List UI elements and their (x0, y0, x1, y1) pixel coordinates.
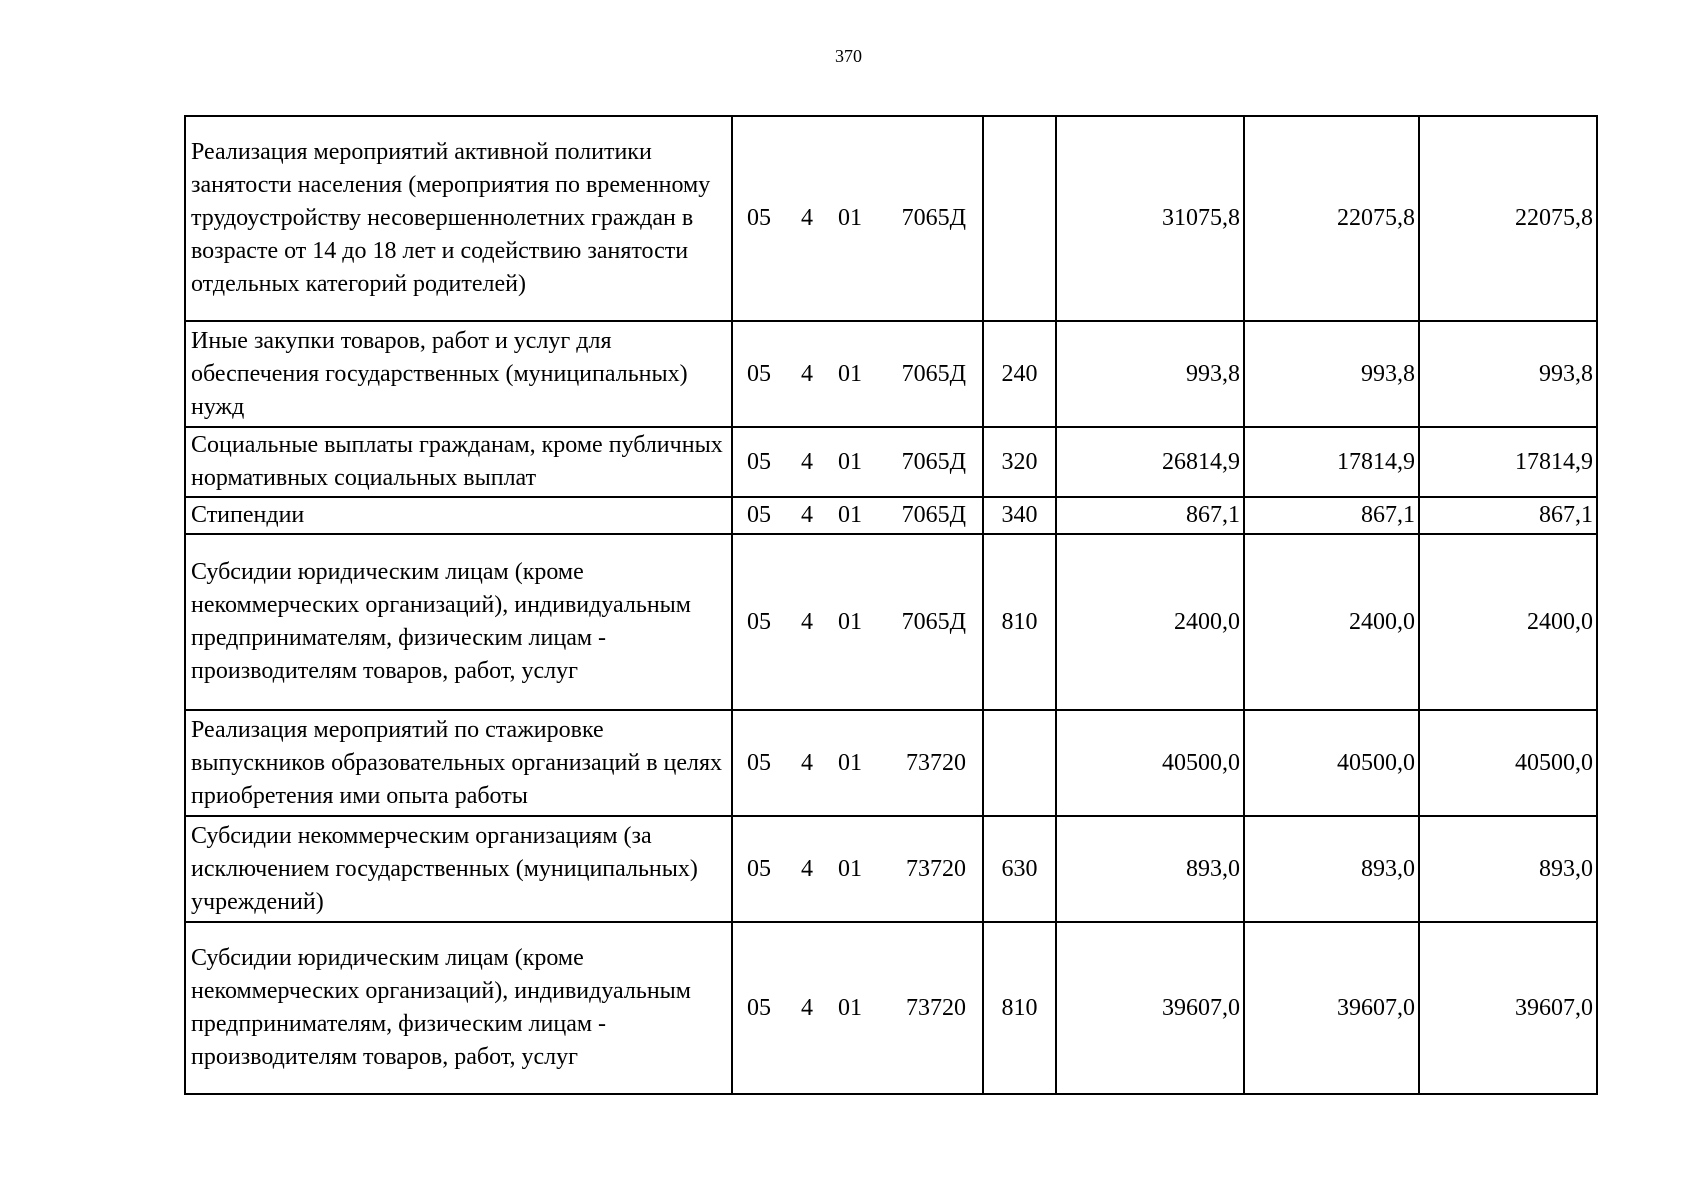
subprogram-code: 4 (801, 502, 813, 528)
row-name-cell: Субсидии юридическим лицам (кроме некоммерческих организаций), индивидуальным предпринимателям, физическим лицам - производителям товаров, работ, услуг (185, 534, 732, 710)
expense-type-cell (983, 116, 1056, 321)
expense-type-cell: 320 (983, 427, 1056, 497)
direction-code: 73720 (906, 855, 966, 882)
expense-type-cell: 810 (983, 534, 1056, 710)
amount-1-cell: 993,8 (1056, 321, 1244, 427)
classification-code-cell (732, 816, 983, 922)
subprogram-code: 4 (801, 360, 813, 387)
amount-3-cell: 993,8 (1419, 321, 1597, 427)
amount-2-cell: 993,8 (1244, 321, 1419, 427)
program-code: 05 (747, 205, 771, 231)
row-name-cell: Реализация мероприятий активной политики занятости населения (мероприятия по временному трудоустройству несовершеннолетних граждан в возрасте от 14 до 18 лет и содействию занятости отдельных категорий родителей) (185, 116, 732, 321)
amount-3-cell: 40500,0 (1419, 710, 1597, 816)
amount-2-cell: 893,0 (1244, 816, 1419, 922)
budget-table (184, 115, 1598, 1095)
row-name-cell: Иные закупки товаров, работ и услуг для обеспечения государственных (муниципальных) нужд (185, 321, 732, 427)
program-code: 05 (747, 994, 771, 1021)
classification-code-cell (732, 922, 983, 1094)
table-row (185, 427, 1597, 497)
direction-code: 73720 (906, 749, 966, 776)
direction-code: 7065Д (901, 608, 966, 635)
table-row (185, 710, 1597, 816)
main-event-code: 01 (838, 205, 862, 231)
row-name-cell: Субсидии юридическим лицам (кроме некоммерческих организаций), индивидуальным предпринимателям, физическим лицам - производителям товаров, работ, услуг (185, 922, 732, 1094)
subprogram-code: 4 (801, 994, 813, 1021)
expense-type-cell (983, 710, 1056, 816)
direction-code: 7065Д (901, 360, 966, 387)
amount-3-cell: 22075,8 (1419, 116, 1597, 321)
amount-1-cell: 26814,9 (1056, 427, 1244, 497)
main-event-code: 01 (838, 360, 862, 387)
classification-code-cell (732, 497, 983, 534)
subprogram-code: 4 (801, 448, 813, 475)
table-row (185, 534, 1597, 710)
table-body (185, 116, 1597, 1094)
direction-code: 7065Д (901, 448, 966, 475)
program-code: 05 (747, 749, 771, 776)
main-event-code: 01 (838, 502, 862, 528)
direction-code: 73720 (906, 994, 966, 1021)
program-code: 05 (747, 608, 771, 635)
classification-code-cell (732, 427, 983, 497)
program-code: 05 (747, 502, 771, 528)
subprogram-code: 4 (801, 855, 813, 882)
classification-code-cell (732, 116, 983, 321)
table-row (185, 816, 1597, 922)
amount-1-cell: 867,1 (1056, 497, 1244, 534)
program-code: 05 (747, 360, 771, 387)
table-row (185, 497, 1597, 534)
program-code: 05 (747, 855, 771, 882)
amount-2-cell: 22075,8 (1244, 116, 1419, 321)
row-name-cell: Реализация мероприятий по стажировке выпускников образовательных организаций в целях приобретения ими опыта работы (185, 710, 732, 816)
amount-2-cell: 40500,0 (1244, 710, 1419, 816)
amount-3-cell: 2400,0 (1419, 534, 1597, 710)
expense-type-cell: 340 (983, 497, 1056, 534)
amount-1-cell: 2400,0 (1056, 534, 1244, 710)
table-row (185, 922, 1597, 1094)
amount-1-cell: 893,0 (1056, 816, 1244, 922)
expense-type-cell: 810 (983, 922, 1056, 1094)
main-event-code: 01 (838, 749, 862, 776)
program-code: 05 (747, 448, 771, 475)
expense-type-cell: 240 (983, 321, 1056, 427)
amount-1-cell: 39607,0 (1056, 922, 1244, 1094)
page-number: 370 (835, 46, 862, 66)
row-name-cell: Социальные выплаты гражданам, кроме публичных нормативных социальных выплат (185, 427, 732, 497)
subprogram-code: 4 (801, 205, 813, 231)
main-event-code: 01 (838, 855, 862, 882)
amount-1-cell: 40500,0 (1056, 710, 1244, 816)
main-event-code: 01 (838, 994, 862, 1021)
classification-code-cell (732, 710, 983, 816)
amount-2-cell: 17814,9 (1244, 427, 1419, 497)
classification-code-cell (732, 321, 983, 427)
row-name-cell: Стипендии (185, 497, 732, 534)
direction-code: 7065Д (901, 502, 966, 528)
main-event-code: 01 (838, 448, 862, 475)
amount-3-cell: 17814,9 (1419, 427, 1597, 497)
amount-2-cell: 2400,0 (1244, 534, 1419, 710)
main-event-code: 01 (838, 608, 862, 635)
subprogram-code: 4 (801, 749, 813, 776)
amount-2-cell: 39607,0 (1244, 922, 1419, 1094)
amount-3-cell: 893,0 (1419, 816, 1597, 922)
row-name-cell: Субсидии некоммерческим организациям (за исключением государственных (муниципальных) учреждений) (185, 816, 732, 922)
table-row (185, 116, 1597, 321)
amount-3-cell: 39607,0 (1419, 922, 1597, 1094)
expense-type-cell: 630 (983, 816, 1056, 922)
amount-3-cell: 867,1 (1419, 497, 1597, 534)
amount-1-cell: 31075,8 (1056, 116, 1244, 321)
classification-code-cell (732, 534, 983, 710)
amount-2-cell: 867,1 (1244, 497, 1419, 534)
direction-code: 7065Д (901, 205, 966, 231)
subprogram-code: 4 (801, 608, 813, 635)
table-row (185, 321, 1597, 427)
